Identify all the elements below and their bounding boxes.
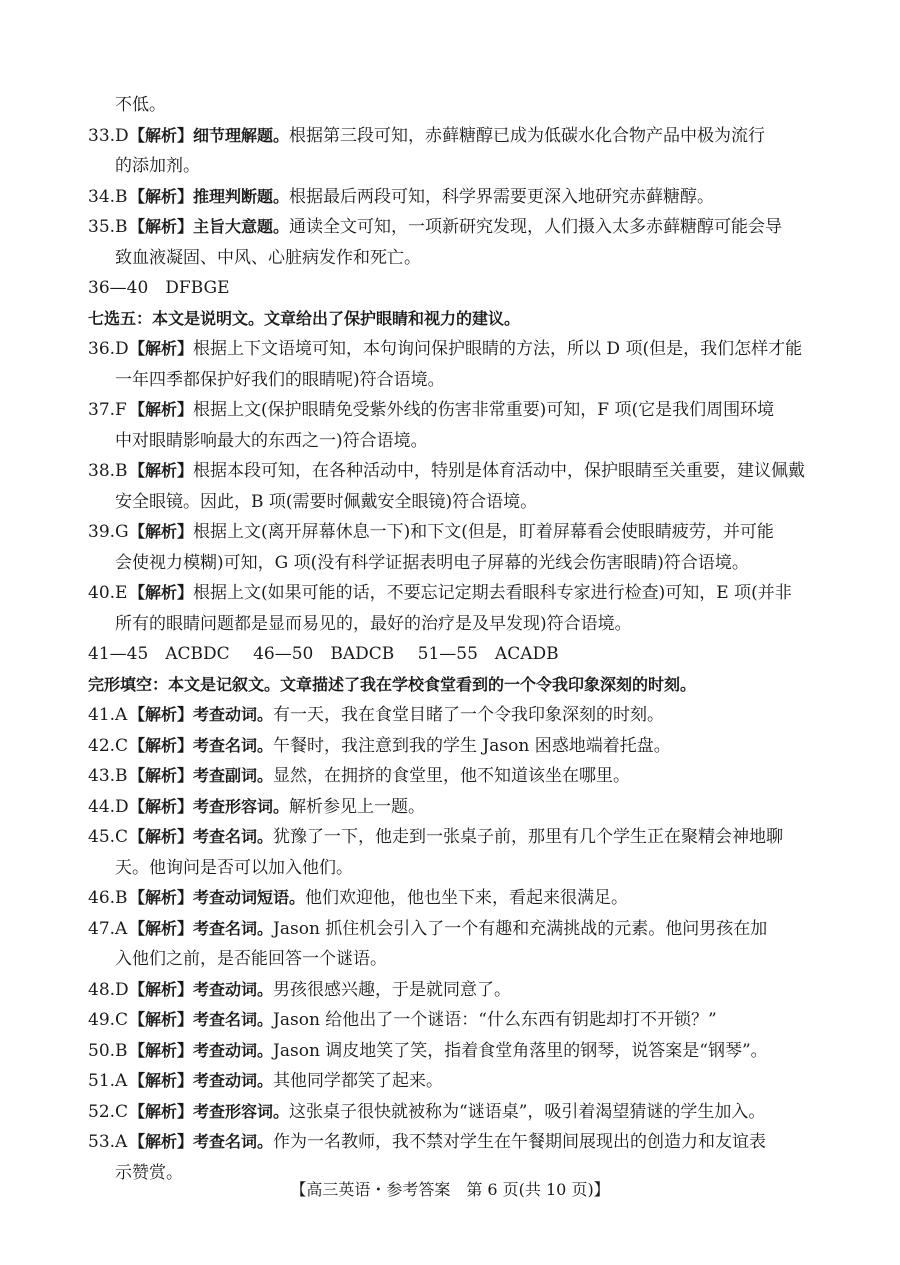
answer-item	[88, 182, 818, 213]
question-type: 考查名词。	[193, 735, 274, 755]
answer-item-line	[88, 883, 818, 914]
analysis-tag: 【解析】	[129, 125, 194, 145]
answers-46-50: 46—50 BADCB	[253, 644, 395, 664]
explanation-text: 作为一名教师，我不禁对学生在午餐期间展现出的创造力和友谊表	[273, 1132, 767, 1152]
explanation-text: 显然，在拥挤的食堂里，他不知道该坐在哪里。	[273, 766, 631, 786]
explanation-continued: 致血液凝固、中风、心脏病发作和死亡。	[115, 247, 421, 268]
answer-item-line	[88, 1066, 818, 1097]
explanation-text: 根据上文(保护眼睛免受紫外线的伤害非常重要)可知，F 项(它是我们周围环境	[193, 400, 775, 420]
answer-item-line	[88, 792, 818, 823]
question-type: 考查副词。	[193, 766, 274, 785]
answer-item-line	[88, 731, 818, 762]
answer-item	[88, 761, 818, 792]
answers-41-45: 41—45 ACBDC	[88, 644, 230, 664]
explanation-text: 这张桌子很快就被称为“谜语桌”，吸引着渴望猜谜的学生加入。	[289, 1101, 766, 1122]
question-number: 37.F	[88, 400, 127, 420]
answers-41-55	[88, 639, 818, 670]
question-number: 50.B	[88, 1040, 128, 1061]
reading-items	[88, 121, 818, 274]
answer-item	[88, 517, 818, 578]
answer-item	[88, 212, 818, 273]
question-type: 考查名词。	[193, 1010, 274, 1029]
answer-item	[88, 456, 818, 517]
answer-item-line	[88, 822, 818, 853]
analysis-tag: 【解析】	[129, 888, 194, 907]
explanation-continued: 会使视力模糊)可知，G 项(没有科学证据表明电子屏幕的光线会伤害眼睛)符合语境。	[115, 552, 749, 573]
seven-choose-five-items	[88, 334, 818, 639]
question-number: 46.B	[88, 888, 128, 908]
question-number: 45.C	[88, 827, 129, 847]
answer-item-line	[88, 121, 818, 152]
page-content	[88, 90, 818, 1188]
answer-item	[88, 883, 818, 914]
explanation-continued: 安全眼镜。因此，B 项(需要时佩戴安全眼镜)符合语境。	[115, 491, 538, 512]
question-number: 33.D	[88, 125, 129, 146]
question-type: 考查动词。	[193, 1040, 274, 1060]
answer-item	[88, 914, 818, 975]
answer-item-line	[88, 182, 818, 213]
answer-item	[88, 975, 818, 1006]
question-number: 53.A	[88, 1132, 128, 1152]
question-type: 考查动词。	[193, 1071, 274, 1090]
answer-item-line	[88, 1127, 818, 1158]
question-number: 42.C	[88, 735, 129, 756]
answer-item-line	[88, 761, 818, 792]
analysis-tag: 【解析】	[129, 1132, 194, 1151]
answer-item-line	[88, 700, 818, 731]
answer-item-line	[88, 914, 818, 945]
section-title-cloze: 完形填空：本文是记叙文。文章描述了我在学校食堂看到的一个令我印象深刻的时刻。	[88, 674, 697, 694]
question-number: 47.A	[88, 918, 128, 939]
answers-36-40: 36—40 DFBGE	[88, 278, 230, 298]
answer-item	[88, 822, 818, 883]
question-number: 35.B	[88, 217, 128, 237]
question-number: 44.D	[88, 796, 129, 817]
cloze-items	[88, 700, 818, 1188]
answer-item-line	[88, 395, 818, 426]
question-type: 考查动词。	[193, 979, 274, 999]
question-number: 40.E	[88, 583, 128, 603]
analysis-tag: 【解析】	[129, 735, 194, 755]
question-type: 考查形容词。	[193, 1101, 290, 1121]
explanation-text: Jason 抓住机会引入了一个有趣和充满挑战的元素。他问男孩在加	[273, 918, 768, 939]
answer-item	[88, 1005, 818, 1036]
explanation-text: 他们欢迎他，他也坐下来，看起来很满足。	[305, 888, 629, 908]
question-number: 39.G	[88, 522, 129, 542]
analysis-tag: 【解析】	[129, 186, 194, 206]
analysis-tag: 【解析】	[129, 583, 194, 602]
question-type: 细节理解题。	[193, 125, 290, 145]
explanation-continued: 中对眼睛影响最大的东西之一)符合语境。	[115, 430, 428, 451]
answer-item-line	[88, 1036, 818, 1067]
answer-item	[88, 334, 818, 395]
answers-51-55: 51—55 ACADB	[417, 644, 559, 664]
answer-item-line	[88, 334, 818, 365]
analysis-tag: 【解析】	[129, 400, 194, 419]
question-type: 考查形容词。	[193, 796, 290, 816]
explanation-text: 犹豫了一下，他走到一张桌子前，那里有几个学生正在聚精会神地聊	[273, 827, 784, 847]
explanation-text: 根据上文(离开屏幕休息一下)和下文(但是，盯着屏幕看会使眼睛疲劳，并可能	[193, 522, 774, 542]
explanation-continued: 示赞赏。	[115, 1162, 183, 1183]
answer-item-line	[88, 212, 818, 243]
answer-item	[88, 395, 818, 456]
explanation-text: 午餐时，我注意到我的学生 Jason 困惑地端着托盘。	[273, 735, 671, 756]
analysis-tag: 【解析】	[129, 979, 194, 999]
analysis-tag: 【解析】	[129, 918, 194, 938]
explanation-text: Jason 给他出了一个谜语：“什么东西有钥匙却打不开锁？”	[273, 1010, 717, 1030]
analysis-tag: 【解析】	[129, 522, 194, 541]
question-number: 51.A	[88, 1071, 128, 1091]
question-type: 考查动词短语。	[193, 888, 306, 907]
answer-item	[88, 1036, 818, 1067]
explanation-text: 其他同学都笑了起来。	[273, 1071, 444, 1091]
question-number: 43.B	[88, 766, 128, 786]
analysis-tag: 【解析】	[129, 766, 194, 785]
analysis-tag: 【解析】	[129, 796, 194, 816]
explanation-continued: 天。他询问是否可以加入他们。	[115, 857, 353, 878]
question-number: 36.D	[88, 339, 129, 359]
answer-item	[88, 1066, 818, 1097]
answer-item-line	[88, 578, 818, 609]
question-number: 48.D	[88, 979, 129, 1000]
answer-item-line	[88, 1005, 818, 1036]
answer-item-line	[88, 975, 818, 1006]
answer-item-line	[88, 517, 818, 548]
question-type: 考查动词。	[193, 705, 274, 724]
question-number: 52.C	[88, 1101, 129, 1122]
continued-line: 不低。	[115, 95, 166, 115]
explanation-text: 根据最后两段可知，科学界需要更深入地研究赤藓糖醇。	[289, 186, 715, 207]
answer-item	[88, 121, 818, 182]
explanation-text: Jason 调皮地笑了笑，指着食堂角落里的钢琴，说答案是“钢琴”。	[273, 1040, 768, 1061]
explanation-continued: 一年四季都保护好我们的眼睛呢)符合语境。	[115, 369, 445, 390]
explanation-continued: 所有的眼睛问题都是显而易见的，最好的治疗是及早发现)符合语境。	[115, 613, 632, 634]
analysis-tag: 【解析】	[129, 339, 194, 358]
analysis-tag: 【解析】	[129, 1010, 194, 1029]
explanation-text: 男孩很感兴趣，于是就同意了。	[273, 979, 512, 1000]
question-type: 推理判断题。	[193, 186, 290, 206]
analysis-tag: 【解析】	[129, 1040, 194, 1060]
explanation-text: 有一天，我在食堂目睹了一个令我印象深刻的时刻。	[273, 705, 665, 725]
answer-item-line	[88, 456, 818, 487]
explanation-text: 根据上文(如果可能的话，不要忘记定期去看眼科专家进行检查)可知，E 项(并非	[193, 583, 792, 603]
answer-item	[88, 1097, 818, 1128]
answer-item	[88, 578, 818, 639]
question-type: 考查名词。	[193, 1132, 274, 1151]
analysis-tag: 【解析】	[129, 1071, 194, 1090]
answer-item	[88, 731, 818, 762]
analysis-tag: 【解析】	[129, 1101, 194, 1121]
explanation-text: 通读全文可知，一项新研究发现，人们摄入太多赤藓糖醇可能会导	[289, 217, 783, 237]
explanation-text: 根据本段可知，在各种活动中，特别是体育活动中，保护眼睛至关重要，建议佩戴	[193, 461, 806, 481]
explanation-continued: 的添加剂。	[115, 156, 200, 176]
answer-item	[88, 700, 818, 731]
explanation-continued: 入他们之前，是否能回答一个谜语。	[115, 949, 387, 969]
question-number: 34.B	[88, 186, 128, 207]
page-footer: 【高三英语・参考答案 第 6 页(共 10 页)】	[290, 1180, 610, 1199]
analysis-tag: 【解析】	[129, 217, 194, 236]
question-type: 考查名词。	[193, 827, 274, 846]
analysis-tag: 【解析】	[129, 827, 194, 846]
analysis-tag: 【解析】	[129, 461, 194, 480]
section-title-seven-choose-five: 七选五：本文是说明文。文章给出了保护眼睛和视力的建议。	[88, 308, 521, 328]
question-type: 主旨大意题。	[193, 217, 290, 236]
answer-item-line	[88, 1097, 818, 1128]
analysis-tag: 【解析】	[129, 705, 194, 724]
question-number: 49.C	[88, 1010, 129, 1030]
answer-item	[88, 792, 818, 823]
question-number: 41.A	[88, 705, 128, 725]
question-type: 考查名词。	[193, 918, 274, 938]
explanation-text: 根据上下文语境可知，本句询问保护眼睛的方法，所以 D 项(但是，我们怎样才能	[193, 339, 803, 359]
explanation-text: 根据第三段可知，赤藓糖醇已成为低碳水化合物产品中极为流行	[289, 125, 766, 146]
explanation-text: 解析参见上一题。	[289, 796, 426, 817]
question-number: 38.B	[88, 461, 128, 481]
